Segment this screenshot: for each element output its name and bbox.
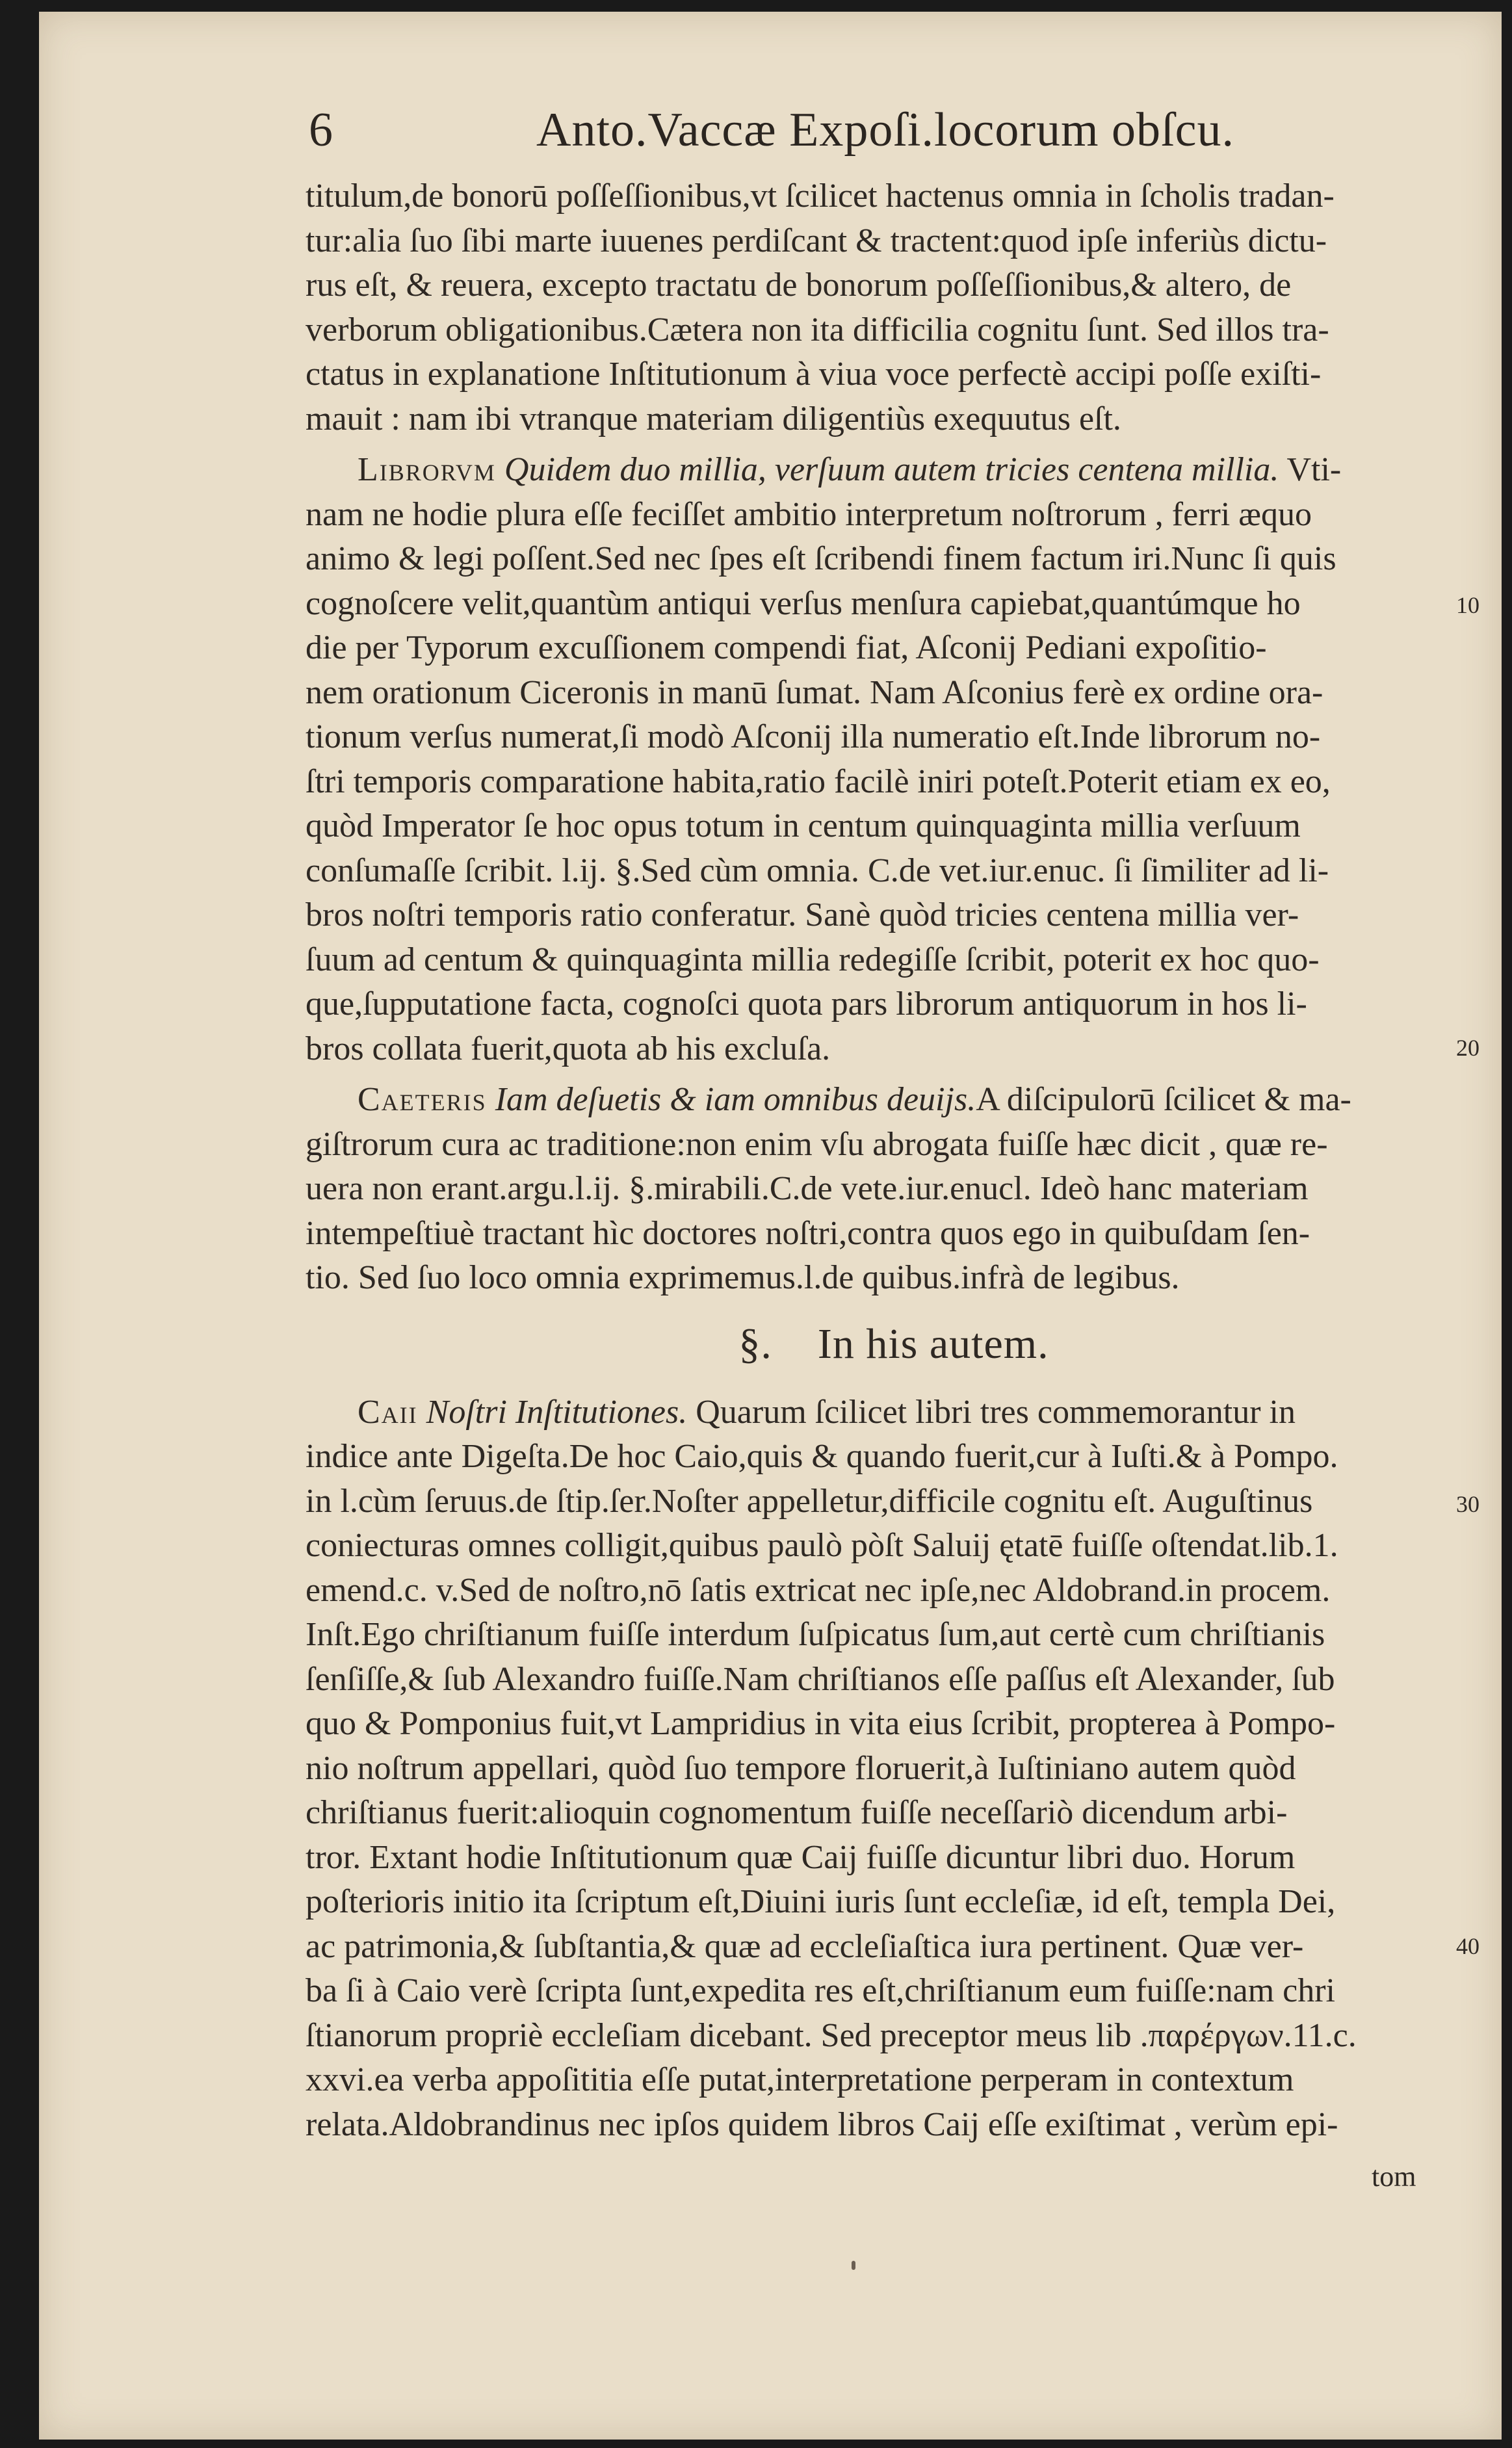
text-line-first [306, 1078, 1456, 1123]
text-line: chriſtianus fuerit:alioquin cognomentum fuiſſe neceſſariò dicendum arbi- [306, 1794, 1288, 1831]
text-line: tionum verſus numerat,ſi modò Aſconij illa numeratio eſt.Inde librorum no- [306, 718, 1321, 755]
text-line: die per Typorum excuſſionem compendi fiat, Aſconij Pediani expoſitio- [306, 629, 1267, 666]
text-line: coniecturas omnes colligit,quibus paulò pòſt Saluij ętatē fuiſſe oſtendat.lib.1. [306, 1527, 1338, 1564]
catchword: tom [1372, 2161, 1416, 2193]
text-line: xxvi.ea verba appoſititia eſſe putat,interpretatione perperam in contextum [306, 2061, 1294, 2098]
paragraph-librorum [306, 448, 1456, 1071]
line-rest: A diſcipulorū ſcilicet & ma- [976, 1081, 1351, 1118]
text-line: tror. Extant hodie Inſtitutionum quæ Caij fuiſſe dicuntur libri duo. Horum [306, 1838, 1296, 1876]
text-line-first [306, 1390, 1456, 1435]
text-line: ſenſiſſe,& ſub Alexandro fuiſſe.Nam chriſtianos eſſe paſſus eſt Alexander, ſub [306, 1660, 1335, 1698]
section-symbol: §. [738, 1320, 772, 1368]
text-line: ſuum ad centum & quinquaginta millia redegiſſe ſcribit, poterit ex hoc quo- [306, 941, 1320, 978]
ink-mark [852, 2261, 855, 2270]
page-header [270, 103, 1375, 174]
paragraph-1 [306, 174, 1456, 441]
lemma: Noſtri Inſtitutiones. [426, 1393, 688, 1431]
text-line: indice ante Digeſta.De hoc Caio,quis & quando fuerit,cur à Iuſti.& à Pompo. [306, 1438, 1338, 1475]
lead-word: Caeteris [358, 1081, 487, 1118]
text-line: verborum obligationibus.Cætera non ita difficilia cognitu ſunt. Sed illos tra- [306, 311, 1329, 348]
text-line: quòd Imperator ſe hoc opus totum in centum quinquaginta millia verſuum [306, 807, 1301, 844]
text-line: tur:alia ſuo ſibi marte iuuenes perdiſcant & tractent:quod ipſe inferiùs dictu- [306, 222, 1327, 259]
book-page [39, 12, 1502, 2440]
text-line: in l.cùm ſeruus.de ſtip.ſer.Noſter appelletur,difficile cognitu eſt. Auguſtinus [306, 1482, 1313, 1520]
text-line-first [306, 448, 1456, 493]
text-line: relata.Aldobrandinus nec ipſos quidem libros Caij eſſe exiſtimat , verùm epi- [306, 2105, 1338, 2143]
text-line: Inſt.Ego chriſtianum fuiſſe interdum ſuſpicatus ſum,aut certè cum chriſtianis [306, 1616, 1325, 1653]
lemma: Iam deſuetis & iam omnibus deuijs. [495, 1081, 976, 1118]
lemma: Quidem duo millia, verſuum autem tricies centena millia. [504, 451, 1279, 488]
text-line: quo & Pomponius fuit,vt Lampridius in vita eius ſcribit, propterea à Pompo- [306, 1705, 1336, 1742]
text-line: ſtri temporis comparatione habita,ratio facilè iniri poteſt.Poterit etiam ex eo, [306, 762, 1331, 800]
text-line: bros noſtri temporis ratio conferatur. Sanè quòd tricies centena millia ver- [306, 896, 1299, 933]
running-title: Anto.Vaccæ Expoſi.locorum obſcu. [536, 103, 1234, 157]
text-line: que,ſupputatione facta, cognoſci quota pars librorum antiquorum in hos li- [306, 985, 1307, 1022]
main-text [306, 174, 1456, 2147]
text-line: rus eſt, & reuera, excepto tractatu de bonorum poſſeſſionibus,& altero, de [306, 267, 1292, 304]
text-line: cognoſcere velit,quantùm antiqui verſus menſura capiebat,quantúmque ho [306, 584, 1301, 622]
text-line: giſtrorum cura ac traditione:non enim vſu abrogata fuiſſe hæc dicit , quæ re- [306, 1125, 1328, 1163]
text-line: nio noſtrum appellari, quòd ſuo tempore floruerit,à Iuſtiniano autem quòd [306, 1749, 1296, 1787]
text-line: intempeſtiuè tractant hìc doctores noſtri,contra quos ego in quibuſdam ſen- [306, 1214, 1310, 1252]
text-line: emend.c. v.Sed de noſtro,nō ſatis extricat nec ipſe,nec Aldobrand.in procem. [306, 1571, 1331, 1609]
text-line: poſterioris initio ita ſcriptum eſt,Diuini iuris ſunt eccleſiæ, id eſt, templa Dei, [306, 1883, 1336, 1920]
lead-word: Librorvm [358, 451, 496, 488]
lead-word: Caii [358, 1393, 418, 1431]
line-rest: Vti- [1286, 451, 1342, 488]
text-line: animo & legi poſſent.Sed nec ſpes eſt ſcribendi finem factum iri.Nunc ſi quis [306, 540, 1336, 577]
text-line: ac patrimonia,& ſubſtantia,& quæ ad eccleſiaſtica iura pertinent. Quæ ver- [306, 1927, 1304, 1965]
line-number: 10 [1456, 592, 1479, 618]
text-line: titulum,de bonorū poſſeſſionibus,vt ſcilicet hactenus omnia in ſcholis tradan- [306, 177, 1335, 215]
line-number: 30 [1456, 1491, 1479, 1517]
text-line: ſtianorum propriè eccleſiam dicebant. Sed preceptor meus lib .παρέργων.11.c. [306, 2016, 1357, 2054]
section-heading [306, 1315, 1456, 1374]
line-rest: Quarum ſcilicet libri tres commemorantur in [696, 1393, 1296, 1431]
text-line: conſumaſſe ſcribit. l.ij. §.Sed cùm omnia. C.de vet.iur.enuc. ſi ſimiliter ad li- [306, 852, 1329, 889]
text-line: bros collata fuerit,quota ab his excluſa. [306, 1030, 831, 1067]
text-line: tio. Sed ſuo loco omnia exprimemus.l.de quibus.infrà de legibus. [306, 1259, 1180, 1296]
text-line: nam ne hodie plura eſſe feciſſet ambitio interpretum noſtrorum , ferri æquo [306, 495, 1312, 533]
line-number: 20 [1456, 1035, 1479, 1061]
paragraph-caeteris [306, 1078, 1456, 1301]
folio-number: 6 [309, 103, 333, 157]
text-line: ba ſi à Caio verè ſcripta ſunt,expedita res eſt,chriſtianum eum fuiſſe:nam chri [306, 1972, 1335, 2009]
section-title: In his autem. [817, 1320, 1049, 1368]
line-number: 40 [1456, 1933, 1479, 1959]
text-line: ctatus in explanatione Inſtitutionum à viua voce perfectè accipi poſſe exiſti- [306, 356, 1322, 393]
text-line: nem orationum Ciceronis in manū ſumat. Nam Aſconius ferè ex ordine ora- [306, 673, 1323, 711]
text-line: uera non erant.argu.l.ij. §.mirabili.C.de vete.iur.enucl. Ideò hanc materiam [306, 1170, 1309, 1207]
text-line: mauit : nam ibi vtranque materiam diligentiùs exequutus eſt. [306, 400, 1121, 437]
paragraph-caii [306, 1390, 1456, 2148]
